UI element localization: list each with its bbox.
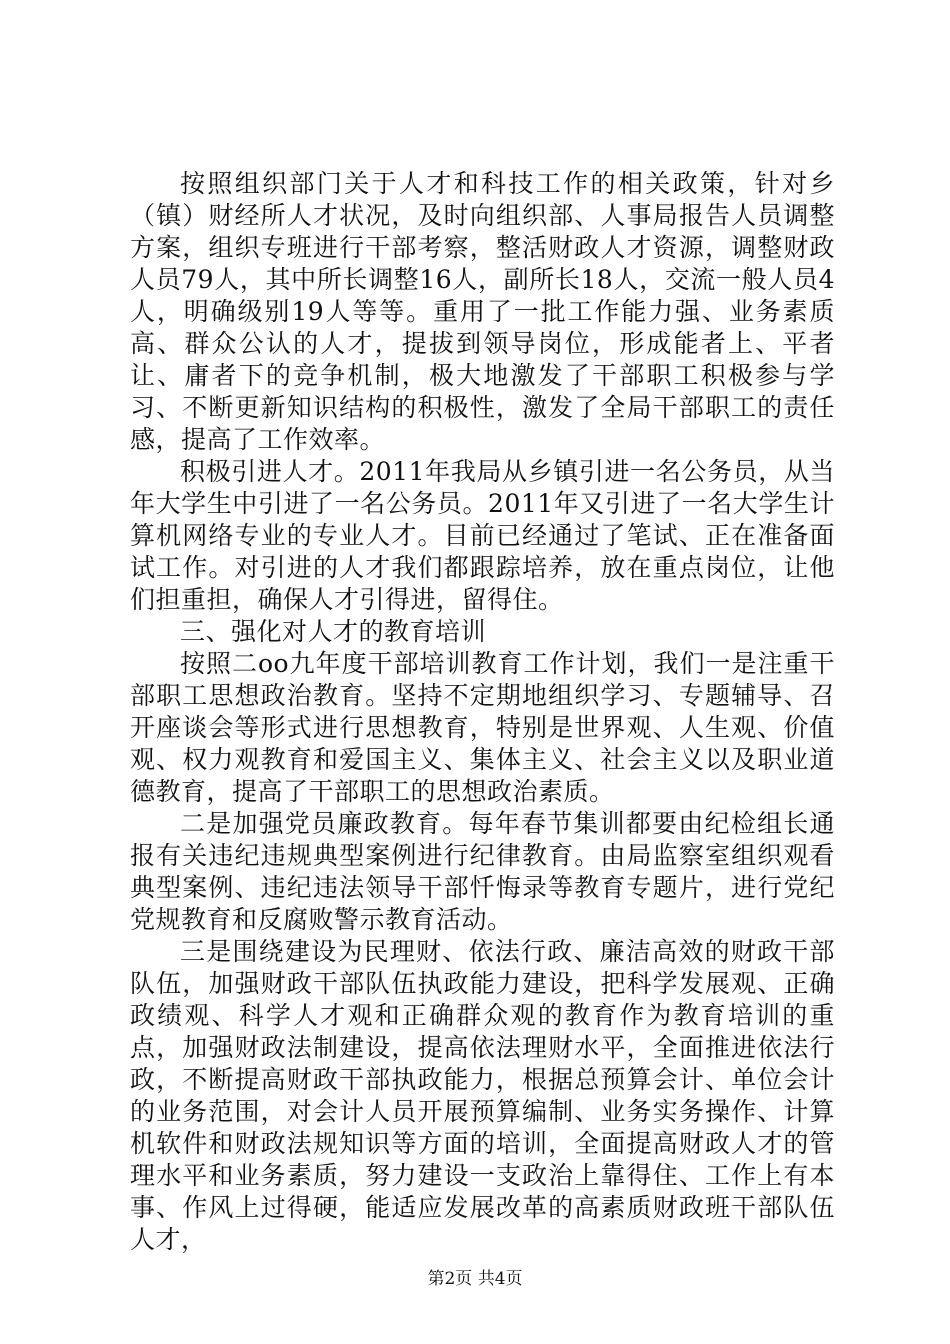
paragraph-talent-introduction: 积极引进人才。2011年我局从乡镇引进一名公务员，从当年大学生中引进了一名公务员。2011年又引进了一名大学生计算机网络专业的专业人才。目前已经通过了笔试、正在准备面试工作。对引进的人才我们都跟踪培养，放在重点岗位，让他们担重担，确保人才引得进，留得住。 xyxy=(130,457,835,614)
paragraph-capacity-building: 三是围绕建设为民理财、依法行政、廉洁高效的财政干部队伍，加强财政干部队伍执政能力建设，把科学发展观、正确政绩观、科学人才观和正确群众观的教育作为教育培训的重点，加强财政法制建设，提高依法理财水平，全面推进依法行政，不断提高财政干部执政能力，根据总预算会计、单位会计的业务范围，对会计人员开展预算编制、业务实务操作、计算机软件和财政法规知识等方面的培训，全面提高财政人才的管理水平和业务素质，努力建设一支政治上靠得住、工作上有本事、作风上过得硬，能适应发展改革的高素质财政班干部队伍人才， xyxy=(130,937,835,1254)
document-body xyxy=(130,168,835,1256)
page-number-footer: 第2页 共4页 xyxy=(427,1269,523,1289)
paragraph-integrity-education: 二是加强党员廉政教育。每年春节集训都要由纪检组长通报有关违纪违规典型案例进行纪律教育。由局监察室组织观看典型案例、违纪违法领导干部忏悔录等教育专题片，进行党纪党规教育和反腐败警示教育活动。 xyxy=(130,809,835,934)
paragraph-political-education: 按照二oo九年度干部培训教育工作计划，我们一是注重干部职工思想政治教育。坚持不定期地组织学习、专题辅导、召开座谈会等形式进行思想教育，特别是世界观、人生观、价值观、权力观教育和爱国主义、集体主义、社会主义以及职业道德教育，提高了干部职工的思想政治素质。 xyxy=(130,649,835,806)
section-heading-training: 三、强化对人才的教育培训 xyxy=(180,617,487,646)
paragraph-personnel-adjustment: 按照组织部门关于人才和科技工作的相关政策，针对乡（镇）财经所人才状况，及时向组织部、人事局报告人员调整方案，组织专班进行干部考察，整活财政人才资源，调整财政人员79人，其中所长调整16人，副所长18人，交流一般人员4人，明确级别19人等等。重用了一批工作能力强、业务素质高、群众公认的人才，提拔到领导岗位，形成能者上、平者让、庸者下的竞争机制，极大地激发了干部职工积极参与学习、不断更新知识结构的积极性，激发了全局干部职工的责任感，提高了工作效率。 xyxy=(130,169,835,454)
